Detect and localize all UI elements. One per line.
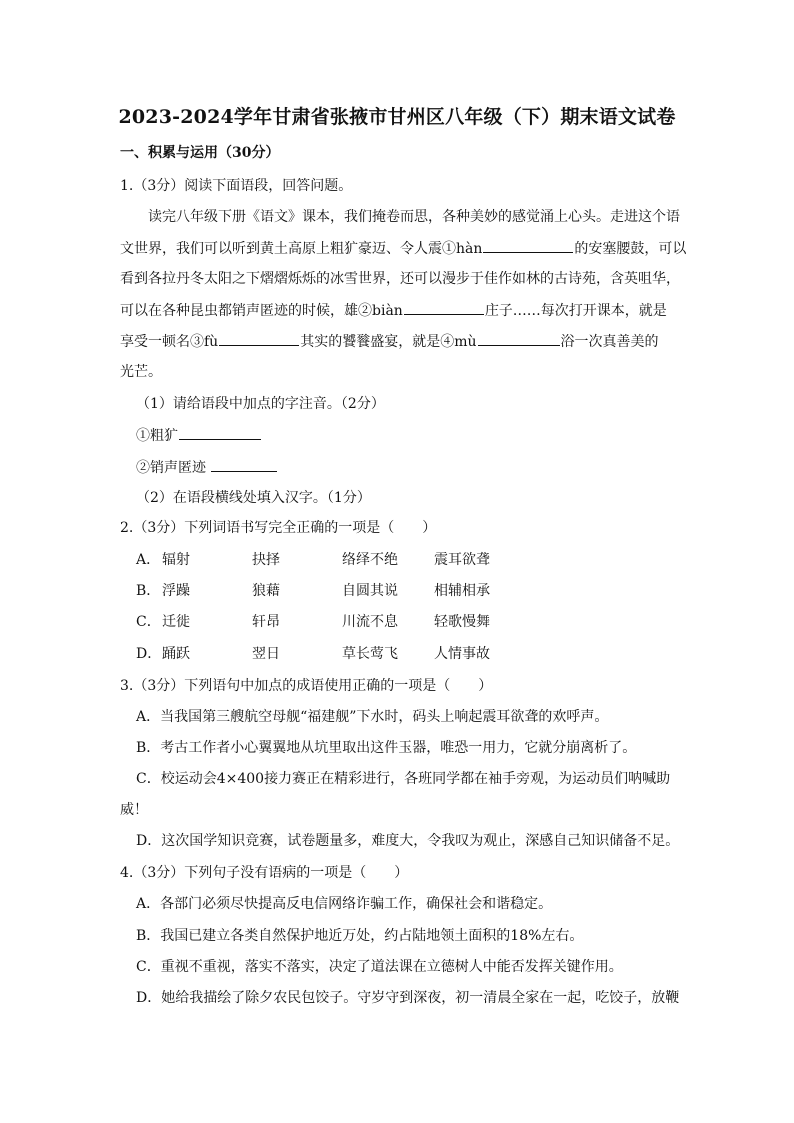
q4-option-d[interactable]: D．她给我描绘了除夕农民包饺子。守岁守到深夜，初一清晨全家在一起，吃饺子，放鞭: [136, 990, 680, 1006]
q2-option-d[interactable]: [136, 644, 696, 664]
q3-option-d[interactable]: D．这次国学知识竞赛，试卷题量多，难度大，令我叹为观止，深感自己知识储备不足。: [136, 833, 680, 849]
q4-stem: 4.（3分）下列句子没有语病的一项是（ ）: [120, 865, 409, 881]
option-label: B．: [136, 583, 161, 599]
option-word: 翌日: [252, 646, 280, 662]
option-word: 抉择: [252, 552, 280, 568]
q1-subquestion-1: （1）请给语段中加点的字注音。（2分）: [136, 396, 385, 412]
fill-blank-3[interactable]: [219, 331, 299, 346]
q1-subquestion-2: （2）在语段横线处填入汉字。（1分）: [136, 490, 371, 506]
option-word: 迁徙: [162, 614, 190, 630]
q3-option-c-continued: 威！: [120, 802, 148, 818]
fill-blank-4[interactable]: [478, 331, 560, 346]
q4-option-b[interactable]: B．我国已建立各类自然保护地近万处，约占陆地领土面积的18%左右。: [136, 928, 584, 944]
q3-option-a[interactable]: A．当我国第三艘航空母舰“福建舰”下水时，码头上响起震耳欲聋的欢呼声。: [136, 709, 609, 725]
q1-passage-line-5: [120, 331, 680, 352]
q1-sub-text: ②销声匿迹: [136, 460, 206, 476]
answer-blank-1b[interactable]: [211, 457, 277, 472]
option-word: 草长莺飞: [342, 646, 398, 662]
option-label: C．: [136, 614, 161, 630]
option-word: 浮躁: [162, 583, 190, 599]
option-word: 络绎不绝: [342, 552, 398, 568]
option-label: D．: [136, 646, 162, 662]
q1-passage-text: 其实的饕餮盛宴，就是④mù: [300, 334, 477, 350]
q3-stem: 3.（3分）下列语句中加点的成语使用正确的一项是（ ）: [120, 678, 493, 694]
option-word: 轩昂: [252, 614, 280, 630]
q1-passage-line-4: [120, 300, 680, 321]
q2-option-c[interactable]: [136, 612, 696, 632]
q1-passage-line-3: 看到各拉丹冬太阳之下熠熠烁烁的冰雪世界，还可以漫步于佳作如林的古诗苑，含英咀华，: [120, 271, 680, 287]
option-word: 相辅相承: [434, 583, 490, 599]
q1-passage-text: 庄子……每次打开课本，就是: [484, 303, 667, 319]
q4-option-a[interactable]: A．各部门必须尽快提高反电信网络诈骗工作，确保社会和谐稳定。: [136, 896, 553, 912]
q1-stem: 1.（3分）阅读下面语段，回答问题。: [120, 178, 353, 194]
q2-stem: 2.（3分）下列词语书写完全正确的一项是（ ）: [120, 520, 437, 536]
q2-option-a[interactable]: [136, 550, 696, 570]
option-word: 自圆其说: [342, 583, 398, 599]
q1-passage-text: 可以在各种昆虫都销声匿迹的时候，雄②biàn: [120, 303, 403, 319]
q2-option-b[interactable]: [136, 581, 696, 601]
option-word: 川流不息: [342, 614, 398, 630]
option-word: 辐射: [162, 552, 190, 568]
fill-blank-2[interactable]: [404, 300, 484, 315]
fill-blank-1[interactable]: [483, 238, 573, 253]
option-word: 震耳欲聋: [434, 552, 490, 568]
answer-blank-1a[interactable]: [179, 425, 261, 440]
q1-passage-line-2: [120, 238, 687, 259]
q1-subquestion-1a: [136, 425, 696, 446]
q1-passage-text: 的安塞腰鼓，可以: [574, 241, 687, 257]
page-title: 2023-2024学年甘肃省张掖市甘州区八年级（下）期末语文试卷: [118, 106, 676, 128]
section-heading: 一、积累与运用（30分）: [120, 145, 280, 161]
option-word: 踊跃: [162, 646, 190, 662]
q1-subquestion-1b: [136, 457, 696, 478]
option-label: A．: [136, 552, 161, 568]
q1-passage-line-1: 读完八年级下册《语文》课本，我们掩卷而思，各种美妙的感觉涌上心头。走进这个语: [148, 209, 680, 225]
option-word: 人情事故: [434, 646, 490, 662]
q3-option-b[interactable]: B．考古工作者小心翼翼地从坑里取出这件玉器，唯恐一用力，它就分崩离析了。: [136, 740, 637, 756]
q1-passage-line-6: 光芒。: [120, 364, 162, 380]
option-word: 狼藉: [252, 583, 280, 599]
q1-passage-text: 享受一顿名③fù: [120, 334, 219, 350]
q1-passage-text: 文世界，我们可以听到黄土高原上粗犷豪迈、令人震①hàn: [120, 241, 483, 257]
q1-sub-text: ①粗犷: [136, 428, 178, 444]
option-word: 轻歌慢舞: [434, 614, 490, 630]
q4-option-c[interactable]: C．重视不重视，落实不落实，决定了道法课在立德树人中能否发挥关键作用。: [136, 959, 623, 975]
q1-passage-text: 浴一次真善美的: [560, 334, 659, 350]
q3-option-c[interactable]: C．校运动会4×400接力赛正在精彩进行，各班同学都在袖手旁观，为运动员们呐喊助: [136, 771, 671, 787]
